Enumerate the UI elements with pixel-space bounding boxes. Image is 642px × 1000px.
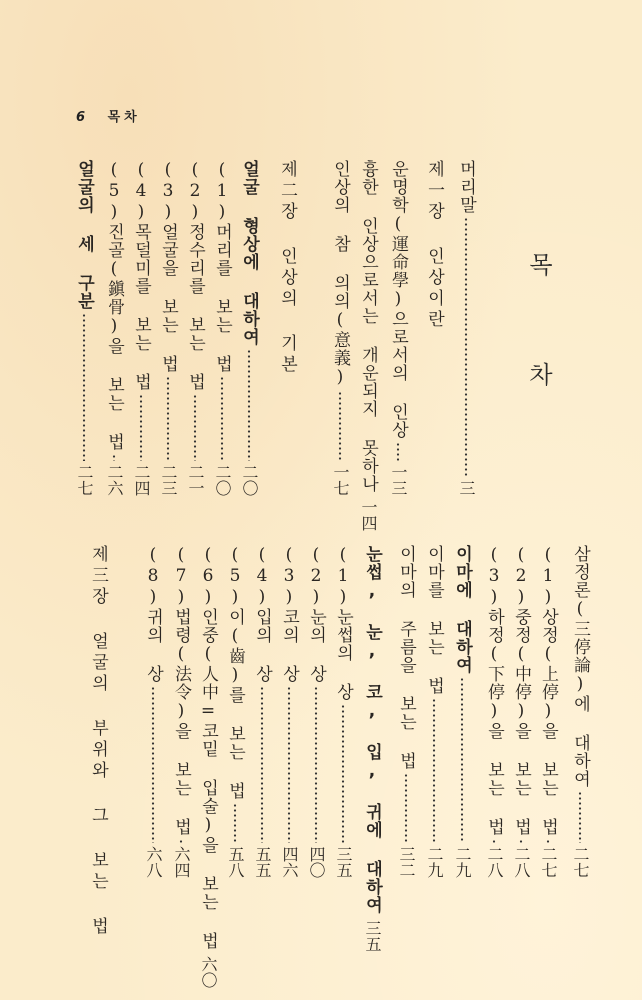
toc-entry-label: 운명학(運命學)으로서의 인상	[388, 160, 408, 439]
toc-page-number: 二九	[425, 846, 444, 878]
page-number: 6	[76, 110, 90, 125]
toc-entry-label: 흉한 인상으로서는 개운되지 못하나	[358, 160, 378, 493]
toc-entry-label: (3)하정(下停)을 보는 법	[484, 545, 504, 836]
leader-dots	[460, 677, 464, 843]
toc-entry-label: (1)머리를 보는 법	[212, 160, 232, 373]
toc-page-number: 五八	[226, 846, 245, 878]
toc-page-number: 一七	[331, 464, 350, 496]
toc-entry-head[interactable]	[209, 160, 235, 496]
toc-page-number: 二八	[485, 846, 504, 878]
leader-dots	[546, 839, 550, 843]
leader-dots	[193, 394, 197, 461]
toc-page-number: 一四	[359, 499, 378, 531]
toc-page-number: 四六	[280, 846, 299, 878]
toc-entry-lower-stop[interactable]	[481, 545, 507, 878]
toc-entry-label: 인상의 참 의의(意義)	[330, 160, 350, 388]
leader-dots	[233, 803, 237, 843]
toc-entry-label: 이마의 주름을 보는 법	[396, 545, 416, 770]
toc-page-number: 四〇	[307, 846, 326, 878]
toc-entry-three-divisions[interactable]	[71, 160, 97, 496]
leader-dots	[578, 791, 582, 843]
toc-entry-teeth[interactable]	[222, 545, 248, 878]
toc-entry-forehead-wrinkles[interactable]	[393, 545, 419, 878]
toc-page-number: 六四	[172, 846, 191, 878]
toc-entry-philtrum-lips[interactable]	[195, 545, 221, 988]
running-title: 목차	[107, 110, 141, 125]
toc-entry-features[interactable]	[359, 545, 385, 952]
toc-entry-label: 제三장 얼굴의 부위와 그 보는 법	[88, 545, 108, 938]
toc-entry-label: 삼정론(三停論)에 대하여	[570, 545, 590, 788]
leader-dots	[287, 686, 291, 843]
leader-dots	[314, 686, 318, 843]
leader-dots	[464, 217, 468, 477]
toc-entry-label: 얼굴 형상에 대하여	[239, 160, 259, 346]
toc-entry-crown[interactable]	[182, 160, 208, 496]
toc-entry-label: (4)입의 상	[252, 545, 272, 683]
leader-dots	[404, 773, 408, 843]
toc-page-number: 二七	[539, 846, 558, 878]
toc-page-number: 三	[457, 480, 476, 496]
toc-page-number: 二四	[132, 464, 151, 496]
toc-entry-label: (8)귀의 상	[143, 545, 163, 683]
leader-dots	[166, 376, 170, 461]
toc-entry-label: (1)눈썹의 상	[333, 545, 353, 701]
toc-entry-label: (1)상정(上停)을 보는 법	[538, 545, 558, 836]
toc-entry-label: 제二장 인상의 기본	[277, 160, 297, 376]
toc-entry-label: (3)코의 상	[279, 545, 299, 683]
toc-entry-three-stops[interactable]	[567, 545, 593, 878]
running-header	[76, 106, 141, 125]
toc-entry-label: (5)이(齒)를 보는 법	[225, 545, 245, 800]
toc-entry-chapter-1[interactable]	[421, 160, 447, 496]
leader-dots	[432, 698, 436, 843]
toc-entry-label: (2)정수리를 보는 법	[185, 160, 205, 391]
leader-dots	[112, 454, 116, 461]
title-char-1: 목	[529, 251, 553, 279]
leader-dots	[492, 839, 496, 843]
toc-entry-eyes[interactable]	[303, 545, 329, 878]
leader-dots	[151, 686, 155, 843]
toc-page-number: 二七	[75, 464, 94, 496]
toc-page-number: 二〇	[213, 464, 232, 496]
toc-entry-label: 얼굴의 세 구분	[74, 160, 94, 310]
leader-dots	[396, 442, 400, 461]
leader-dots	[179, 839, 183, 843]
toc-entry-jawbone[interactable]	[101, 160, 127, 496]
leader-dots	[519, 839, 523, 843]
toc-page-number: 五五	[253, 846, 272, 878]
title-char-2: 차	[529, 361, 553, 389]
toc-entry-ears[interactable]	[140, 545, 166, 878]
toc-entry-label: 눈썹, 눈, 코, 입, 귀에 대하여	[362, 545, 382, 914]
leader-dots	[260, 686, 264, 843]
toc-entry-upper-stop[interactable]	[535, 545, 561, 878]
toc-entry-label: 제一장 인상이란	[424, 160, 444, 331]
toc-entry-chapter-3[interactable]	[85, 545, 111, 938]
toc-page-number: 一三	[389, 464, 408, 496]
leader-dots	[341, 704, 345, 843]
toc-entry-eyebrows[interactable]	[330, 545, 356, 878]
leader-dots	[139, 394, 143, 461]
toc-entry-mouth[interactable]	[249, 545, 275, 878]
toc-entry-face[interactable]	[155, 160, 181, 496]
toc-entry-nasolabial[interactable]	[168, 545, 194, 878]
toc-entry-chapter-2[interactable]	[274, 160, 300, 496]
toc-entry-forehead[interactable]	[449, 545, 475, 878]
leader-dots	[338, 391, 342, 461]
toc-entry-label: (2)눈의 상	[306, 545, 326, 683]
toc-entry-neck-hair[interactable]	[128, 160, 154, 496]
toc-page-number: 二一	[186, 464, 205, 496]
toc-entry-label: (5)진골(鎭骨)을 보는 법	[104, 160, 124, 451]
toc-page-number: 二〇	[240, 464, 259, 496]
toc-entry-face-shape[interactable]	[236, 160, 262, 496]
toc-entry-label: (7)법령(法令)을 보는 법	[171, 545, 191, 836]
leader-dots	[82, 313, 86, 461]
toc-page-number: 三二	[397, 846, 416, 878]
toc-entry-label: (2)중정(中停)을 보는 법	[511, 545, 531, 836]
toc-page-number: 三五	[334, 846, 353, 878]
toc-entry-label: (3)얼굴을 보는 법	[158, 160, 178, 373]
toc-page-number: 六〇	[199, 956, 218, 988]
toc-entry-preface[interactable]	[453, 160, 479, 496]
toc-entry-nose[interactable]	[276, 545, 302, 878]
leader-dots	[220, 376, 224, 461]
toc-page-number: 三五	[363, 920, 382, 952]
toc-entry-true-meaning[interactable]	[327, 160, 353, 496]
toc-page-number: 二八	[512, 846, 531, 878]
toc-entry-fortune-study[interactable]	[385, 160, 411, 496]
toc-page-number: 二七	[571, 846, 590, 878]
toc-page-number: 六八	[144, 846, 163, 878]
toc-entry-bad-physiognomy[interactable]	[355, 160, 381, 531]
toc-page-number: 二三	[159, 464, 178, 496]
leader-dots	[247, 349, 251, 461]
toc-entry-forehead-view[interactable]	[421, 545, 447, 878]
toc-page-number: 二六	[105, 464, 124, 496]
toc-entry-middle-stop[interactable]	[508, 545, 534, 878]
toc-entry-label: (4)목덜미를 보는 법	[131, 160, 151, 391]
toc-entry-label: 머리말	[456, 160, 476, 214]
toc-page-number: 二九	[453, 846, 472, 878]
toc-entry-label: 이마에 대하여	[452, 545, 472, 674]
toc-entry-label: 이마를 보는 법	[424, 545, 444, 695]
toc-entry-label: (6)인중(人中=코밑 입술)을 보는 법	[198, 545, 218, 950]
